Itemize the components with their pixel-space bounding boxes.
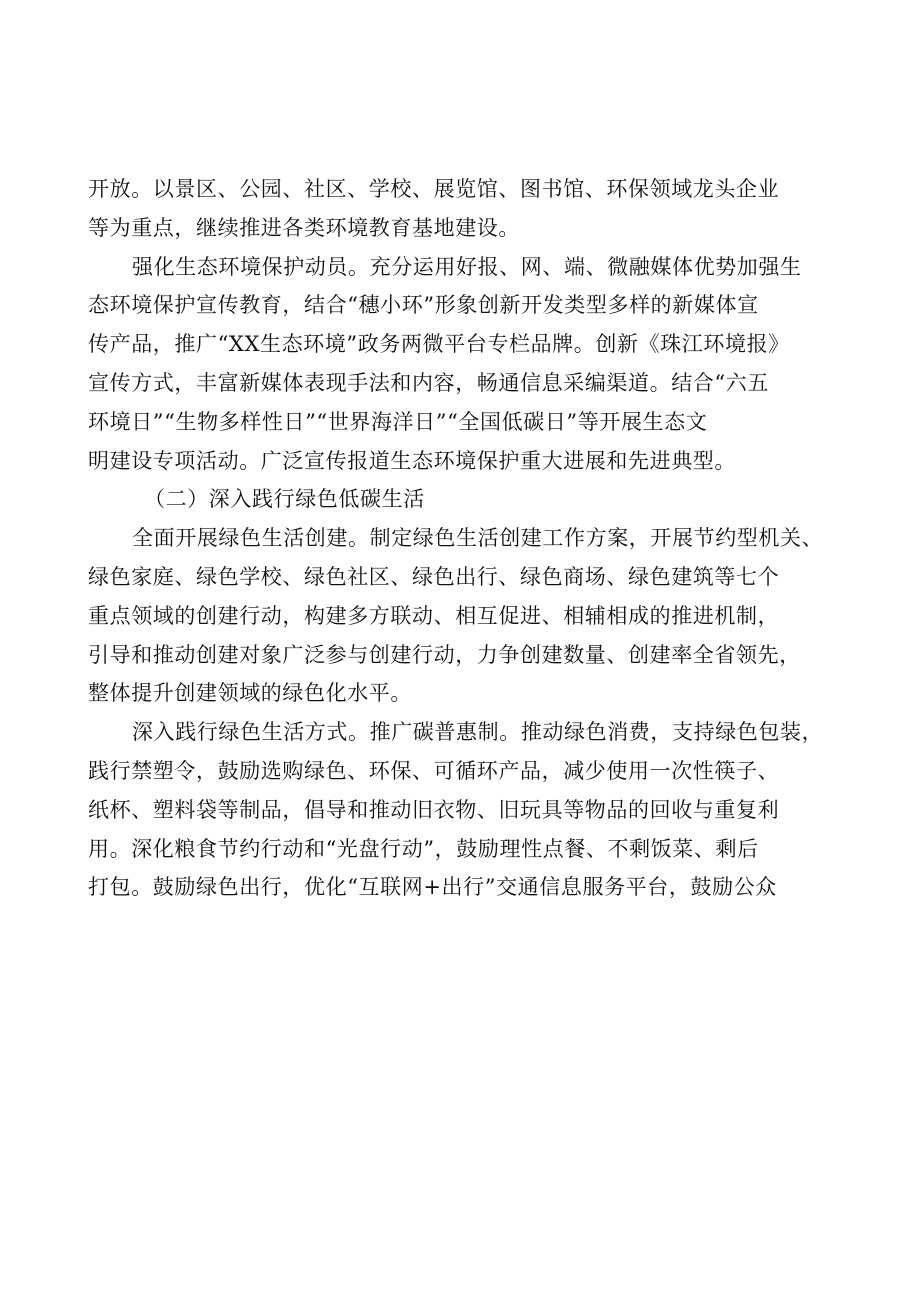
paragraph-line: 践行禁塑令，鼓励选购绿色、环保、可循环产品，减少使用一次性筷子、 bbox=[88, 758, 780, 783]
paragraph-line: 用。深化粮食节约行动和“光盘行动”，鼓励理性点餐、不剩饭菜、剩后 bbox=[88, 836, 759, 861]
paragraph-line: 全面开展绿色生活创建。制定绿色生活创建工作方案，开展节约型机关、 bbox=[132, 526, 824, 551]
paragraph-line: 打包。鼓励绿色出行，优化“互联网+出行”交通信息服务平台，鼓励公众 bbox=[88, 875, 777, 900]
paragraph-line: 传产品，推广“XX生态环境”政务两微平台专栏品牌。创新《珠江环境报》 bbox=[88, 332, 790, 357]
paragraph-line: 态环境保护宣传教育，结合“穗小环”形象创新开发类型多样的新媒体宣 bbox=[88, 293, 759, 318]
paragraph-line: 重点领域的创建行动，构建多方联动、相互促进、相辅相成的推进机制， bbox=[88, 603, 780, 628]
paragraph-line: 开放。以景区、公园、社区、学校、展览馆、图书馆、环保领域龙头企业 bbox=[88, 177, 780, 201]
document-body bbox=[88, 170, 853, 907]
paragraph-line: 绿色家庭、绿色学校、绿色社区、绿色出行、绿色商场、绿色建筑等七个 bbox=[88, 564, 780, 589]
section-heading: （二）深入践行绿色低碳生活 bbox=[144, 487, 425, 512]
paragraph-line: 环境日”“生物多样性日”“世界海洋日”“全国低碳日”等开展生态文 bbox=[88, 409, 708, 434]
paragraph-line: 强化生态环境保护动员。充分运用好报、网、端、微融媒体优势加强生 bbox=[132, 254, 802, 279]
paragraph-line: 等为重点，继续推进各类环境教育基地建设。 bbox=[88, 215, 520, 240]
paragraph-line: 纸杯、塑料袋等制品，倡导和推动旧衣物、旧玩具等物品的回收与重复利 bbox=[88, 797, 780, 822]
paragraph-line: 宣传方式，丰富新媒体表现手法和内容，畅通信息采编渠道。结合“六五 bbox=[88, 370, 769, 395]
paragraph-line: 深入践行绿色生活方式。推广碳普惠制。推动绿色消费，支持绿色包装， bbox=[132, 720, 824, 745]
paragraph-line: 引导和推动创建对象广泛参与创建行动，力争创建数量、创建率全省领先， bbox=[88, 642, 801, 667]
paragraph-line: 整体提升创建领域的绿色化水平。 bbox=[88, 681, 412, 706]
paragraph-line: 明建设专项活动。广泛宣传报道生态环境保护重大进展和先进典型。 bbox=[88, 448, 736, 473]
